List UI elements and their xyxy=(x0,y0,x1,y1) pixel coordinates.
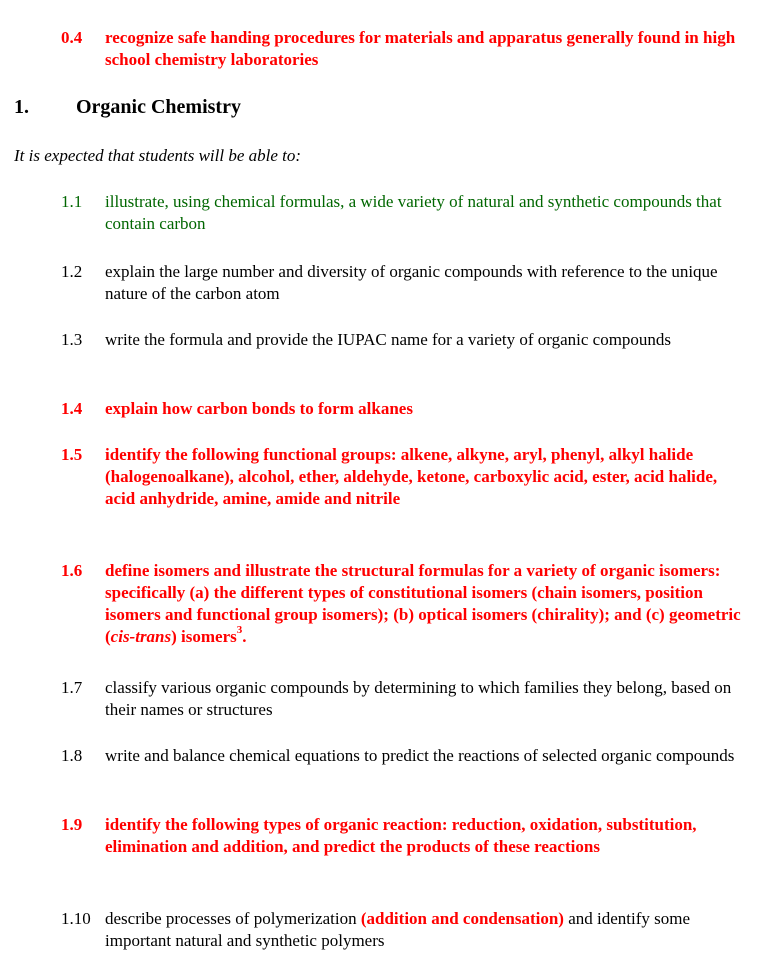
section-title: Organic Chemistry xyxy=(76,96,241,118)
outcome-text: illustrate, using chemical formulas, a wide variety of natural and synthetic compounds that contain carbon xyxy=(105,192,722,233)
outcome-number: 1.3 xyxy=(61,330,83,349)
outcome-number: 1.9 xyxy=(61,815,83,834)
outcome-number: 1.6 xyxy=(61,561,83,580)
outcome-text-part: ) isomers xyxy=(171,627,237,646)
outcome-text-end: . xyxy=(242,627,247,646)
outcome-text: explain the large number and diversity of organic compounds with reference to the unique nature of the carbon atom xyxy=(105,262,718,303)
outcome-number: 1.2 xyxy=(61,262,83,281)
outcome-text: recognize safe handing procedures for materials and apparatus generally found in high school chemistry laboratories xyxy=(105,28,736,69)
outcome-number: 1.4 xyxy=(61,399,83,418)
outcome-number: 0.4 xyxy=(61,28,83,47)
outcome-number: 1.10 xyxy=(61,909,91,928)
outcome-number: 1.7 xyxy=(61,678,83,697)
outcome-text-italic: cis-trans xyxy=(110,627,172,646)
outcome-text: write the formula and provide the IUPAC name for a variety of organic compounds xyxy=(105,330,672,349)
outcome-number: 1.1 xyxy=(61,192,83,211)
intro-text: It is expected that students will be able to: xyxy=(14,146,302,165)
outcome-number: 1.5 xyxy=(61,445,83,464)
outcome-text: classify various organic compounds by determining to which families they belong, based on their names or structures xyxy=(105,678,732,719)
outcome-text xyxy=(105,908,741,952)
outcome-text: identify the following functional groups: alkene, alkyne, aryl, phenyl, alkyl halide (halogenoalkane), alcohol, ether, aldehyde, ketone, carboxylic acid, ester, acid halide, acid anhydride, amine, amide and nitrile xyxy=(105,445,718,508)
outcome-text: write and balance chemical equations to predict the reactions of selected organic compounds xyxy=(105,746,735,765)
section-number: 1. xyxy=(14,96,29,118)
footnote-marker: 3 xyxy=(236,624,243,637)
outcome-text: explain how carbon bonds to form alkanes xyxy=(105,399,413,418)
outcome-text-part: and identify some important natural and synthetic polymers xyxy=(105,909,691,950)
outcome-text: identify the following types of organic reaction: reduction, oxidation, substitution, elimination and addition, and predict the products of these reactions xyxy=(105,815,697,856)
outcome-number: 1.8 xyxy=(61,746,83,765)
outcome-text-highlight: (addition and condensation) xyxy=(360,909,564,928)
outcome-text-part: describe processes of polymerization xyxy=(105,909,361,928)
outcome-text-part: define isomers and illustrate the structural formulas for a variety of organic isomers: specifically (a) the different types of constitutional isomers (chain isomers, position isomers and functional group isomers); (b) optical isomers (chirality); and (c) geometric ( xyxy=(105,561,741,646)
outcome-text xyxy=(105,560,741,648)
